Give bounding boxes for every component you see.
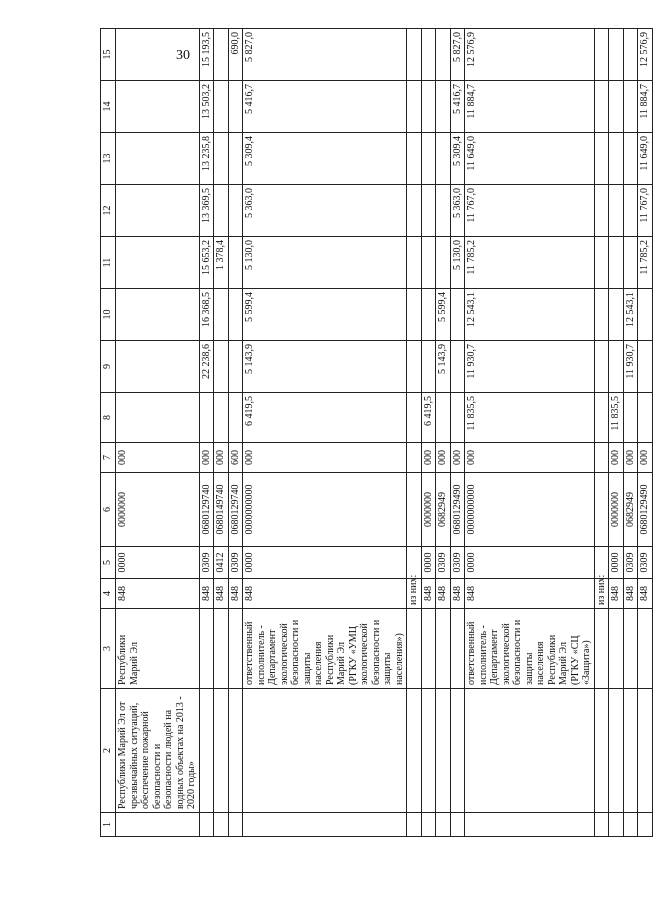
table-cell-c13: 11 649,0 <box>638 133 653 185</box>
table-cell-c2 <box>465 689 595 813</box>
table-cell-c4: из них: <box>594 579 609 609</box>
table-cell-c12 <box>407 185 422 237</box>
column-header: 12 <box>101 185 116 237</box>
table-cell-c1 <box>450 813 465 837</box>
table-cell-c8 <box>594 393 609 443</box>
table-cell-c12: 11 767,0 <box>465 185 595 237</box>
table-cell-c9 <box>594 341 609 393</box>
table-cell-c4: 848 <box>199 579 214 609</box>
table-cell-c10: 12 543,1 <box>623 289 638 341</box>
table-cell-c2 <box>638 689 653 813</box>
table-cell-c3 <box>609 609 624 689</box>
table-cell-c11 <box>623 237 638 289</box>
table-cell-c15: 12 576,9 <box>465 29 595 81</box>
table-cell-c8: 11 835,5 <box>609 393 624 443</box>
table-cell-c13 <box>421 133 436 185</box>
table-cell-c5: 0309 <box>199 547 214 579</box>
table-cell-c5: 0000 <box>421 547 436 579</box>
table-cell-c3 <box>450 609 465 689</box>
table-cell-c10: 5 599,4 <box>243 289 407 341</box>
table-cell-c14 <box>214 81 229 133</box>
column-header: 4 <box>101 579 116 609</box>
table-cell-c14 <box>407 81 422 133</box>
table-cell-c3 <box>228 609 243 689</box>
table-cell-c4: из них: <box>407 579 422 609</box>
table-cell-c1 <box>407 813 422 837</box>
table-cell-c7: 000 <box>214 443 229 473</box>
table-cell-c8 <box>116 393 200 443</box>
table-cell-c4: 848 <box>436 579 451 609</box>
table-cell-c6: 0000000 <box>116 473 200 547</box>
table-cell-c12 <box>116 185 200 237</box>
table-cell-c15 <box>623 29 638 81</box>
table-cell-c8 <box>623 393 638 443</box>
table-cell-c4: 848 <box>214 579 229 609</box>
table-cell-c12: 5 363,0 <box>450 185 465 237</box>
table-cell-c8: 6 419,5 <box>421 393 436 443</box>
table-cell-c7: 000 <box>243 443 407 473</box>
table-cell-c2 <box>436 689 451 813</box>
table-cell-c5 <box>407 547 422 579</box>
table-cell-c1 <box>638 813 653 837</box>
table-body <box>116 29 653 837</box>
table-cell-c14 <box>228 81 243 133</box>
table-cell-c13 <box>228 133 243 185</box>
column-header: 11 <box>101 237 116 289</box>
table-cell-c15 <box>594 29 609 81</box>
table-row <box>116 29 200 837</box>
table-row <box>609 29 624 837</box>
table-cell-c14 <box>436 81 451 133</box>
table-cell-c1 <box>594 813 609 837</box>
table-row <box>243 29 407 837</box>
table-cell-c14: 11 884,7 <box>638 81 653 133</box>
column-header: 9 <box>101 341 116 393</box>
table-cell-c1 <box>465 813 595 837</box>
table-cell-c12 <box>594 185 609 237</box>
table-cell-c6: 0000000000 <box>465 473 595 547</box>
table-cell-c6: 0680129490 <box>638 473 653 547</box>
table-cell-c6 <box>407 473 422 547</box>
table-cell-c8 <box>214 393 229 443</box>
table-cell-c15: 12 576,9 <box>638 29 653 81</box>
table-cell-c13 <box>116 133 200 185</box>
table-cell-c1 <box>421 813 436 837</box>
table-cell-c15 <box>609 29 624 81</box>
table-cell-c8 <box>450 393 465 443</box>
table-cell-c6: 0000000 <box>609 473 624 547</box>
table-cell-c9 <box>609 341 624 393</box>
column-header: 7 <box>101 443 116 473</box>
table-cell-c10 <box>609 289 624 341</box>
table-cell-c13: 5 309,4 <box>243 133 407 185</box>
table-cell-c5: 0309 <box>450 547 465 579</box>
table-cell-c14 <box>594 81 609 133</box>
table-cell-c5: 0000 <box>609 547 624 579</box>
table-cell-c5: 0412 <box>214 547 229 579</box>
table-cell-c14 <box>609 81 624 133</box>
table-cell-c13 <box>214 133 229 185</box>
table-cell-c11: 11 785,2 <box>465 237 595 289</box>
table-cell-c4: 848 <box>116 579 200 609</box>
column-header: 14 <box>101 81 116 133</box>
table-cell-c12: 5 363,0 <box>243 185 407 237</box>
table-row <box>594 29 609 837</box>
header-row <box>101 29 116 837</box>
table-cell-c13 <box>436 133 451 185</box>
table-cell-c3: Республики Марий Эл <box>116 609 200 689</box>
table-cell-c8 <box>228 393 243 443</box>
table-cell-c15 <box>436 29 451 81</box>
table-cell-c1 <box>436 813 451 837</box>
table-cell-c7: 000 <box>638 443 653 473</box>
table-cell-c14 <box>116 81 200 133</box>
table-cell-c7: 000 <box>116 443 200 473</box>
table-row <box>638 29 653 837</box>
table-cell-c7 <box>594 443 609 473</box>
table-cell-c1 <box>228 813 243 837</box>
table-cell-c12: 13 369,5 <box>199 185 214 237</box>
table-cell-c9: 11 930,7 <box>465 341 595 393</box>
table-cell-c2 <box>421 689 436 813</box>
table-cell-c11 <box>407 237 422 289</box>
table-cell-c6: 0680129490 <box>450 473 465 547</box>
rotated-table-sheet <box>100 32 650 837</box>
table-cell-c9 <box>450 341 465 393</box>
table-cell-c4: 848 <box>638 579 653 609</box>
table-row <box>228 29 243 837</box>
table-cell-c3: ответственный исполнитель - Департамент экологической безопасности и защиты населения Республики Марий Эл (РГКУ «СЦ «Защита») <box>465 609 595 689</box>
table-cell-c9: 5 143,9 <box>243 341 407 393</box>
table-cell-c4: 848 <box>228 579 243 609</box>
table-cell-c15 <box>116 29 200 81</box>
table-cell-c12 <box>214 185 229 237</box>
table-cell-c9 <box>421 341 436 393</box>
table-cell-c6: 0000000000 <box>243 473 407 547</box>
table-cell-c15 <box>407 29 422 81</box>
table-cell-c5: 0309 <box>436 547 451 579</box>
table-cell-c14: 5 416,7 <box>243 81 407 133</box>
table-cell-c11 <box>421 237 436 289</box>
table-cell-c3: ответственный исполнитель - Департамент экологической безопасности и защиты населения Республики Марий Эл (РГКУ «УМЦ экологической безопасности и защиты населения») <box>243 609 407 689</box>
table-cell-c8 <box>436 393 451 443</box>
table-cell-c11: 1 378,4 <box>214 237 229 289</box>
table-cell-c7: 000 <box>465 443 595 473</box>
table-cell-c3 <box>407 609 422 689</box>
table-cell-c14 <box>421 81 436 133</box>
table-cell-c2 <box>228 689 243 813</box>
table-cell-c15: 5 827,0 <box>243 29 407 81</box>
table-cell-c8: 6 419,5 <box>243 393 407 443</box>
table-cell-c10 <box>407 289 422 341</box>
table-row <box>407 29 422 837</box>
table-cell-c11 <box>594 237 609 289</box>
table-cell-c14: 13 503,2 <box>199 81 214 133</box>
budget-table <box>100 28 653 837</box>
table-row <box>450 29 465 837</box>
table-cell-c1 <box>623 813 638 837</box>
table-row <box>421 29 436 837</box>
table-cell-c13: 11 649,0 <box>465 133 595 185</box>
table-cell-c11: 11 785,2 <box>638 237 653 289</box>
table-cell-c2 <box>609 689 624 813</box>
table-cell-c15 <box>421 29 436 81</box>
table-cell-c11: 15 653,2 <box>199 237 214 289</box>
table-cell-c13: 13 235,8 <box>199 133 214 185</box>
table-cell-c11 <box>116 237 200 289</box>
table-cell-c15 <box>214 29 229 81</box>
table-cell-c2 <box>199 689 214 813</box>
table-cell-c15: 15 193,5 <box>199 29 214 81</box>
table-cell-c8: 11 835,5 <box>465 393 595 443</box>
table-cell-c1 <box>214 813 229 837</box>
table-cell-c4: 848 <box>609 579 624 609</box>
table-cell-c10 <box>421 289 436 341</box>
table-cell-c4: 848 <box>243 579 407 609</box>
column-header: 15 <box>101 29 116 81</box>
table-cell-c8 <box>199 393 214 443</box>
table-cell-c10 <box>228 289 243 341</box>
table-row <box>214 29 229 837</box>
table-cell-c7: 000 <box>199 443 214 473</box>
table-cell-c9 <box>116 341 200 393</box>
table-cell-c2 <box>243 689 407 813</box>
table-cell-c5: 0000 <box>116 547 200 579</box>
table-cell-c11 <box>228 237 243 289</box>
table-cell-c10 <box>116 289 200 341</box>
table-cell-c13 <box>594 133 609 185</box>
table-cell-c9 <box>228 341 243 393</box>
table-cell-c5: 0000 <box>243 547 407 579</box>
table-cell-c5: 0000 <box>465 547 595 579</box>
table-cell-c14 <box>623 81 638 133</box>
table-cell-c7: 600 <box>228 443 243 473</box>
column-header: 3 <box>101 609 116 689</box>
table-cell-c7: 000 <box>609 443 624 473</box>
table-row <box>465 29 595 837</box>
table-cell-c5: 0309 <box>228 547 243 579</box>
table-cell-c6: 0680129740 <box>199 473 214 547</box>
table-cell-c9 <box>638 341 653 393</box>
table-cell-c6: 0682949 <box>623 473 638 547</box>
table-cell-c6 <box>594 473 609 547</box>
table-cell-c2 <box>407 689 422 813</box>
column-header: 1 <box>101 813 116 837</box>
table-cell-c4: 848 <box>623 579 638 609</box>
table-cell-c3 <box>638 609 653 689</box>
column-header: 10 <box>101 289 116 341</box>
table-cell-c12 <box>421 185 436 237</box>
table-cell-c2 <box>450 689 465 813</box>
table-cell-c13 <box>407 133 422 185</box>
table-cell-c7 <box>407 443 422 473</box>
table-row <box>199 29 214 837</box>
table-cell-c10 <box>638 289 653 341</box>
column-header: 5 <box>101 547 116 579</box>
table-cell-c9 <box>407 341 422 393</box>
table-cell-c2 <box>214 689 229 813</box>
table-cell-c5: 0309 <box>638 547 653 579</box>
column-header: 8 <box>101 393 116 443</box>
table-cell-c10 <box>594 289 609 341</box>
table-cell-c2: Республики Марий Эл от чрезвычайных ситуаций, обеспечение пожарной безопасности и безопасности людей на водных объектах на 2013 - 2020 годы» <box>116 689 200 813</box>
table-cell-c5: 0309 <box>623 547 638 579</box>
table-cell-c6: 0680129740 <box>228 473 243 547</box>
table-cell-c2 <box>594 689 609 813</box>
table-cell-c6: 0682949 <box>436 473 451 547</box>
table-cell-c10: 5 599,4 <box>436 289 451 341</box>
table-cell-c15: 5 827,0 <box>450 29 465 81</box>
table-cell-c1 <box>199 813 214 837</box>
table-cell-c4: 848 <box>450 579 465 609</box>
table-cell-c12 <box>228 185 243 237</box>
column-header: 6 <box>101 473 116 547</box>
table-cell-c12 <box>623 185 638 237</box>
table-cell-c1 <box>116 813 200 837</box>
table-cell-c1 <box>243 813 407 837</box>
table-cell-c5 <box>594 547 609 579</box>
page-number: 30 <box>176 48 190 63</box>
table-cell-c3 <box>623 609 638 689</box>
table-cell-c6: 0680149740 <box>214 473 229 547</box>
table-cell-c7: 000 <box>623 443 638 473</box>
table-cell-c12 <box>436 185 451 237</box>
table-cell-c13 <box>609 133 624 185</box>
table-cell-c13: 5 309,4 <box>450 133 465 185</box>
table-cell-c14: 11 884,7 <box>465 81 595 133</box>
table-cell-c11 <box>436 237 451 289</box>
table-cell-c9: 11 930,7 <box>623 341 638 393</box>
table-cell-c3 <box>436 609 451 689</box>
table-cell-c7: 000 <box>436 443 451 473</box>
table-cell-c13 <box>623 133 638 185</box>
column-header: 2 <box>101 689 116 813</box>
table-cell-c8 <box>638 393 653 443</box>
table-cell-c9 <box>214 341 229 393</box>
table-cell-c14: 5 416,7 <box>450 81 465 133</box>
table-cell-c9: 22 238,6 <box>199 341 214 393</box>
column-header: 13 <box>101 133 116 185</box>
table-cell-c3 <box>199 609 214 689</box>
table-cell-c11 <box>609 237 624 289</box>
table-cell-c12: 11 767,0 <box>638 185 653 237</box>
table-cell-c1 <box>609 813 624 837</box>
table-row <box>436 29 451 837</box>
table-cell-c3 <box>594 609 609 689</box>
table-cell-c12 <box>609 185 624 237</box>
table-cell-c6: 0000000 <box>421 473 436 547</box>
table-cell-c7: 000 <box>450 443 465 473</box>
table-cell-c15: 690,0 <box>228 29 243 81</box>
table-cell-c10: 12 543,1 <box>465 289 595 341</box>
table-cell-c3 <box>214 609 229 689</box>
table-cell-c2 <box>623 689 638 813</box>
table-cell-c10 <box>450 289 465 341</box>
table-cell-c9: 5 143,9 <box>436 341 451 393</box>
table-cell-c10 <box>214 289 229 341</box>
table-cell-c3 <box>421 609 436 689</box>
table-cell-c7: 000 <box>421 443 436 473</box>
table-row <box>623 29 638 837</box>
table-cell-c11: 5 130,0 <box>450 237 465 289</box>
table-cell-c4: 848 <box>465 579 595 609</box>
table-cell-c10: 16 368,5 <box>199 289 214 341</box>
table-cell-c4: 848 <box>421 579 436 609</box>
table-cell-c11: 5 130,0 <box>243 237 407 289</box>
table-cell-c8 <box>407 393 422 443</box>
